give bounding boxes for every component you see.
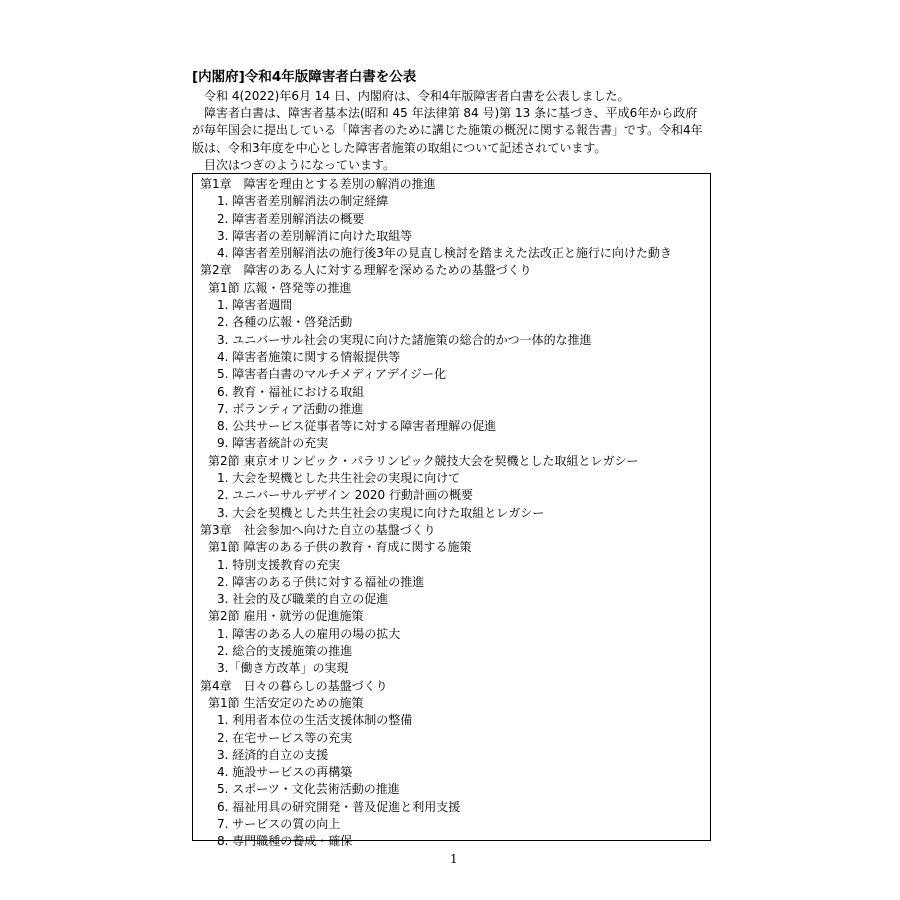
document-title: [内閣府]令和4年版障害者白書を公表 [192, 69, 417, 85]
toc-item: 2. 各種の広報・啓発活動 [217, 315, 353, 330]
toc-item: 3. 障害者の差別解消に向けた取組等 [217, 228, 413, 243]
toc-chapter: 第4章 日々の暮らしの基盤づくり [200, 678, 388, 693]
toc-item: 2. 総合的支援施策の推進 [217, 644, 353, 659]
toc-item: 6. 教育・福祉における取組 [217, 384, 365, 399]
toc-item: 7. サービスの質の向上 [217, 816, 341, 831]
toc-item: 9. 障害者統計の充実 [217, 436, 329, 451]
toc-item: 2. 障害のある子供に対する福祉の推進 [217, 574, 425, 589]
toc-section: 第2節 東京オリンピック・パラリンピック競技大会を契機とした取組とレガシー [208, 453, 639, 468]
intro-paragraph [192, 88, 720, 174]
toc-item: 8. 公共サービス従事者等に対する障害者理解の促進 [217, 419, 497, 434]
toc-item: 2. 障害者差別解消法の概要 [217, 211, 365, 226]
toc-section: 第1節 生活安定のための施策 [208, 695, 364, 710]
page-number: 1 [450, 852, 458, 866]
toc-item: 1. 大会を契機とした共生社会の実現に向けて [217, 471, 461, 486]
toc-chapter: 第3章 社会参加へ向けた自立の基盤づくり [200, 522, 436, 537]
toc-chapter: 第1章 障害を理由とする差別の解消の推進 [200, 177, 436, 191]
toc-item: 3.「働き方改革」の実現 [217, 661, 349, 676]
table-of-contents [192, 173, 711, 849]
toc-item: 3. ユニバーサル社会の実現に向けた諸施策の総合的かつ一体的な推進 [217, 332, 592, 347]
toc-item: 2. ユニバーサルデザイン 2020 行動計画の概要 [217, 488, 473, 503]
toc-item: 5. 障害者白書のマルチメディアデイジー化 [217, 367, 446, 382]
toc-chapter: 第2章 障害のある人に対する理解を深めるための基盤づくり [200, 263, 532, 278]
toc-item: 1. 特別支援教育の充実 [217, 557, 341, 572]
toc-item: 4. 障害者差別解消法の施行後3年の見直し検討を踏まえた法改正と施行に向けた動き [217, 246, 672, 261]
toc-item: 1. 障害者週間 [217, 298, 293, 313]
intro-line-1: 令和 4(2022)年6月 14 日、内閣府は、令和4年版障害者白書を公表しました。 [204, 89, 630, 103]
toc-item: 3. 経済的自立の支援 [217, 747, 329, 762]
toc-section: 第1節 障害のある子供の教育・育成に関する施策 [208, 540, 472, 555]
intro-line-3: が毎年国会に提出している「障害者のために講じた施策の概況に関する報告書」です。令和4年 [192, 123, 703, 138]
toc-section: 第1節 広報・啓発等の推進 [208, 280, 352, 295]
toc-item: 3. 社会的及び職業的自立の促進 [217, 592, 389, 607]
toc-item: 1. 障害のある人の雇用の場の拡大 [217, 626, 401, 641]
toc-item: 8. 専門職種の養成・確保 [217, 834, 353, 849]
toc-section: 第2節 雇用・就労の促進施策 [208, 609, 364, 624]
toc-item: 3. 大会を契機とした共生社会の実現に向けた取組とレガシー [217, 505, 545, 520]
toc-item: 4. 施設サービスの再構築 [217, 765, 353, 780]
toc-item: 7. ボランティア活動の推進 [217, 401, 364, 416]
toc-item: 5. スポーツ・文化芸術活動の推進 [217, 782, 400, 797]
toc-item: 1. 障害者差別解消法の制定経緯 [217, 194, 389, 209]
toc-item: 2. 在宅サービス等の充実 [217, 730, 353, 745]
intro-line-2: 障害者白書は、障害者基本法(昭和 45 年法律第 84 号)第 13 条に基づき、平成6年から政府 [204, 106, 698, 121]
toc-item: 4. 障害者施策に関する情報提供等 [217, 349, 401, 364]
intro-line-4: 版は、令和3年度を中心とした障害者施策の取組について記述されています。 [192, 140, 607, 155]
toc-item: 6. 福祉用具の研究開発・普及促進と利用支援 [217, 799, 461, 814]
intro-line-5: 目次はつぎのようになっています。 [204, 157, 396, 172]
toc-item: 1. 利用者本位の生活支援体制の整備 [217, 713, 413, 728]
